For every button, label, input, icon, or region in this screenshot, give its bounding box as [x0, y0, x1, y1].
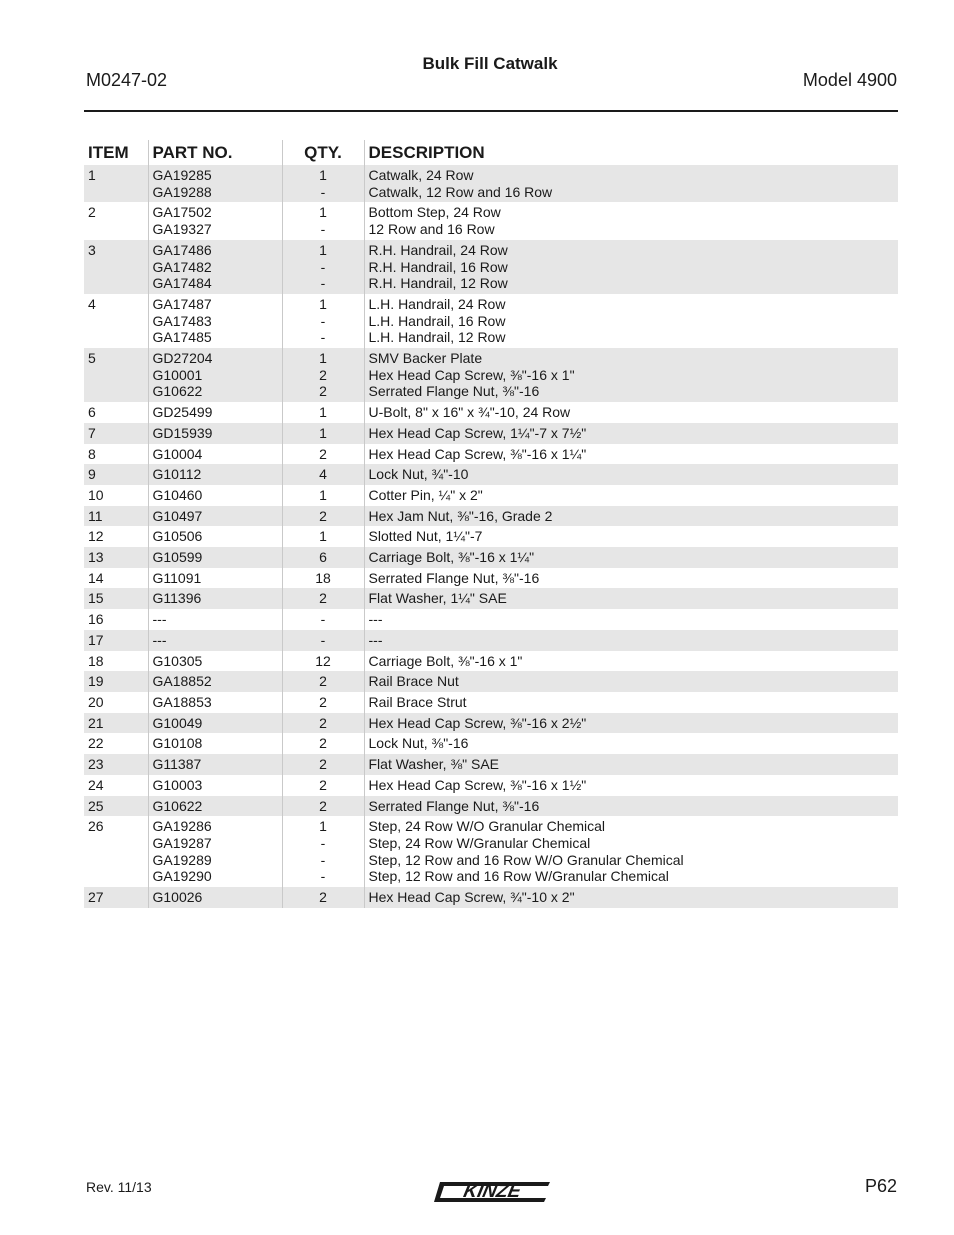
quantity-cell — [282, 348, 364, 402]
item-number-cell: 23 — [84, 754, 148, 775]
part-number: G11387 — [152, 756, 202, 773]
part-number: G10460 — [152, 486, 203, 503]
description: Hex Head Cap Screw, ⅜"-16 x 2½" — [368, 714, 587, 731]
description-cell — [364, 651, 898, 672]
table-row — [84, 240, 898, 294]
part-number-cell — [148, 713, 282, 734]
item-number-cell: 14 — [88, 569, 104, 586]
quantity-cell — [282, 506, 364, 527]
description-cell — [364, 588, 898, 609]
part-number: GA17483 — [152, 312, 212, 329]
quantity: - — [320, 275, 326, 292]
quantity-cell — [282, 240, 364, 294]
description-cell — [364, 444, 898, 465]
quantity: 1 — [319, 350, 327, 367]
part-number: GA19286 — [152, 818, 212, 835]
quantity: 2 — [319, 445, 327, 462]
item-number-cell: 12 — [88, 528, 104, 545]
item-number-cell: 7 — [84, 423, 148, 444]
item-number-cell: 15 — [84, 588, 148, 609]
quantity-cell — [282, 796, 364, 817]
quantity: 2 — [319, 776, 327, 793]
quantity-cell — [282, 692, 364, 713]
quantity-cell — [282, 588, 364, 609]
quantity: 6 — [319, 549, 327, 566]
part-number: --- — [152, 631, 167, 648]
quantity: 2 — [319, 756, 327, 773]
table-row — [84, 294, 898, 348]
table-row — [84, 609, 898, 630]
part-number: GD15939 — [152, 424, 213, 441]
description-cell — [364, 294, 898, 348]
quantity: 2 — [319, 383, 327, 400]
description: SMV Backer Plate — [368, 350, 483, 367]
item-number-cell: 19 — [84, 671, 148, 692]
description-cell — [364, 630, 898, 651]
quantity: - — [320, 183, 326, 200]
part-number: GA18853 — [152, 693, 212, 710]
item-number-cell: 5 — [84, 348, 148, 402]
part-number: GD27204 — [152, 350, 213, 367]
part-number-cell — [148, 240, 282, 294]
description: Step, 12 Row and 16 Row W/O Granular Chemical — [368, 851, 684, 868]
description: Hex Head Cap Screw, ¾"-10 x 2" — [368, 889, 575, 906]
table-row — [84, 402, 898, 423]
description: Flat Washer, ⅜" SAE — [368, 756, 499, 773]
table-row — [84, 526, 898, 547]
quantity: 1 — [319, 424, 327, 441]
part-number: GA17484 — [152, 275, 212, 292]
model-label: Model 4900 — [802, 70, 897, 90]
description: R.H. Handrail, 16 Row — [368, 258, 508, 275]
part-number-cell — [148, 671, 282, 692]
part-number: GA19290 — [152, 868, 212, 885]
description: --- — [368, 631, 383, 648]
part-number-cell — [148, 294, 282, 348]
part-number-cell — [148, 165, 282, 202]
table-row — [84, 651, 898, 672]
description: L.H. Handrail, 16 Row — [368, 312, 506, 329]
item-number-cell: 9 — [84, 464, 148, 485]
quantity: - — [320, 312, 326, 329]
doc-number: M0247-02 — [86, 70, 168, 90]
quantity: 2 — [319, 889, 327, 906]
quantity-cell — [282, 816, 364, 887]
revision-label: Rev. 11/13 — [86, 1179, 152, 1195]
item-number-cell: 27 — [84, 887, 148, 908]
quantity: - — [320, 631, 326, 648]
table-row — [84, 202, 898, 239]
description-cell — [364, 423, 898, 444]
header-rule — [84, 110, 898, 112]
table-row — [84, 348, 898, 402]
part-number-cell — [148, 506, 282, 527]
quantity: 1 — [319, 241, 327, 258]
part-number: GA17486 — [152, 241, 212, 258]
description: Step, 24 Row W/Granular Chemical — [368, 834, 591, 851]
part-number-cell — [148, 423, 282, 444]
description-cell — [364, 165, 898, 202]
item-number-cell: 10 — [88, 486, 104, 503]
description: Carriage Bolt, ⅜"-16 x 1" — [368, 652, 523, 669]
table-row — [84, 588, 898, 609]
part-number-cell — [148, 526, 282, 547]
description-cell — [364, 506, 898, 527]
quantity-cell — [282, 402, 364, 423]
part-number: GA19288 — [152, 183, 212, 200]
part-number-cell — [148, 464, 282, 485]
item-number-cell: 16 — [88, 611, 104, 628]
part-number: G10305 — [152, 652, 203, 669]
item-number-cell: 21 — [84, 713, 148, 734]
item-number-cell: 2 — [88, 204, 96, 221]
part-number: GA18852 — [152, 673, 212, 690]
description: Bottom Step, 24 Row — [368, 204, 501, 221]
part-number: G10622 — [152, 797, 203, 814]
part-number: G10049 — [152, 714, 203, 731]
table-header-row — [84, 140, 898, 165]
quantity-cell — [282, 754, 364, 775]
quantity: - — [320, 868, 326, 885]
item-number-cell: 26 — [88, 818, 104, 835]
table-row — [84, 713, 898, 734]
part-number-cell — [148, 485, 282, 506]
description: L.H. Handrail, 24 Row — [368, 295, 506, 312]
description: Step, 24 Row W/O Granular Chemical — [368, 818, 606, 835]
quantity-cell — [282, 202, 364, 239]
quantity: 2 — [319, 714, 327, 731]
quantity: 18 — [315, 569, 331, 586]
item-number-cell: 13 — [84, 547, 148, 568]
quantity: - — [320, 258, 326, 275]
description-cell — [364, 816, 898, 887]
description: L.H. Handrail, 12 Row — [368, 329, 506, 346]
description: R.H. Handrail, 24 Row — [368, 241, 508, 258]
quantity: 2 — [319, 797, 327, 814]
part-number: G10001 — [152, 366, 203, 383]
table-row — [84, 775, 898, 796]
table-row — [84, 733, 898, 754]
quantity: 1 — [319, 528, 327, 545]
parts-table — [84, 140, 898, 908]
description-cell — [364, 240, 898, 294]
part-number: --- — [152, 611, 167, 628]
description: Carriage Bolt, ⅜"-16 x 1¼" — [368, 549, 535, 566]
description-cell — [364, 547, 898, 568]
table-row — [84, 692, 898, 713]
part-number-cell — [148, 775, 282, 796]
description-cell — [364, 887, 898, 908]
item-number-cell: 18 — [88, 652, 104, 669]
part-number: G10108 — [152, 735, 203, 752]
description: Step, 12 Row and 16 Row W/Granular Chemical — [368, 868, 669, 885]
description: Hex Head Cap Screw, 1¼"-7 x 7½" — [368, 424, 587, 441]
table-row — [84, 796, 898, 817]
description: Serrated Flange Nut, ⅜"-16 — [368, 569, 540, 586]
table-row — [84, 754, 898, 775]
description: Catwalk, 24 Row — [368, 167, 474, 183]
table-row — [84, 165, 898, 202]
description: Lock Nut, ⅜"-16 — [368, 735, 469, 752]
quantity: - — [320, 329, 326, 346]
part-number-cell — [148, 816, 282, 887]
quantity-cell — [282, 713, 364, 734]
description: Lock Nut, ¾"-10 — [368, 466, 469, 483]
table-row — [84, 630, 898, 651]
part-number-cell — [148, 444, 282, 465]
quantity-cell — [282, 733, 364, 754]
quantity: 1 — [319, 818, 327, 835]
quantity: - — [320, 834, 326, 851]
quantity: 12 — [315, 652, 331, 669]
description-cell — [364, 775, 898, 796]
column-header-description: DESCRIPTION — [364, 140, 898, 165]
description: Cotter Pin, ¼" x 2" — [368, 486, 483, 503]
item-number-cell: 3 — [84, 240, 148, 294]
table-row — [84, 547, 898, 568]
part-number: GA17482 — [152, 258, 212, 275]
quantity-cell — [282, 651, 364, 672]
quantity: 2 — [319, 693, 327, 710]
part-number-cell — [148, 588, 282, 609]
quantity-cell — [282, 630, 364, 651]
description-cell — [364, 568, 898, 589]
table-row — [84, 423, 898, 444]
item-number-cell: 11 — [84, 506, 148, 527]
description-cell — [364, 713, 898, 734]
part-number: GA19327 — [152, 221, 212, 238]
item-number-cell: 17 — [84, 630, 148, 651]
part-number: G10003 — [152, 776, 203, 793]
item-number-cell: 20 — [88, 693, 104, 710]
part-number-cell — [148, 733, 282, 754]
quantity-cell — [282, 294, 364, 348]
quantity-cell — [282, 526, 364, 547]
part-number: G10004 — [152, 445, 203, 462]
part-number: G10506 — [152, 528, 203, 545]
quantity-cell — [282, 775, 364, 796]
part-number-cell — [148, 887, 282, 908]
part-number: G10622 — [152, 383, 203, 400]
quantity-cell — [282, 609, 364, 630]
part-number-cell — [148, 754, 282, 775]
part-number: GA19287 — [152, 834, 212, 851]
description: U-Bolt, 8" x 16" x ¾"-10, 24 Row — [368, 404, 571, 421]
description: 12 Row and 16 Row — [368, 221, 495, 238]
quantity: 2 — [319, 673, 327, 690]
quantity: - — [320, 611, 326, 628]
description: Rail Brace Strut — [368, 693, 467, 710]
part-number: GA17502 — [152, 204, 212, 221]
part-number-cell — [148, 692, 282, 713]
page-number: P62 — [864, 1176, 897, 1196]
quantity-cell — [282, 671, 364, 692]
table-row — [84, 444, 898, 465]
quantity: - — [320, 851, 326, 868]
description-cell — [364, 348, 898, 402]
quantity-cell — [282, 485, 364, 506]
part-number: G11091 — [152, 569, 202, 586]
description-cell — [364, 402, 898, 423]
part-number: GA17487 — [152, 295, 212, 312]
column-header-item: ITEM — [88, 143, 129, 162]
page-title: Bulk Fill Catwalk — [422, 54, 558, 73]
part-number-cell — [148, 348, 282, 402]
item-number-cell: 22 — [88, 735, 104, 752]
table-row — [84, 506, 898, 527]
part-number-cell — [148, 202, 282, 239]
part-number-cell — [148, 609, 282, 630]
table-row — [84, 485, 898, 506]
description: Hex Head Cap Screw, ⅜"-16 x 1" — [368, 366, 575, 383]
description-cell — [364, 485, 898, 506]
description: --- — [368, 611, 383, 628]
item-number-cell: 1 — [84, 165, 148, 202]
table-row — [84, 671, 898, 692]
quantity: 1 — [319, 295, 327, 312]
quantity-cell — [282, 165, 364, 202]
description: Serrated Flange Nut, ⅜"-16 — [368, 383, 540, 400]
description-cell — [364, 464, 898, 485]
quantity-cell — [282, 464, 364, 485]
quantity-cell — [282, 547, 364, 568]
item-number-cell: 6 — [88, 404, 96, 421]
description: R.H. Handrail, 12 Row — [368, 275, 508, 292]
quantity: 1 — [319, 486, 327, 503]
part-number: GA17485 — [152, 329, 212, 346]
quantity: 2 — [319, 366, 327, 383]
quantity-cell — [282, 423, 364, 444]
part-number-cell — [148, 796, 282, 817]
description: Slotted Nut, 1¼"-7 — [368, 528, 483, 545]
part-number: G10112 — [152, 466, 202, 483]
quantity: 2 — [319, 590, 327, 607]
part-number-cell — [148, 568, 282, 589]
part-number: GA19289 — [152, 851, 212, 868]
quantity: 1 — [319, 204, 327, 221]
quantity: 1 — [319, 167, 327, 183]
part-number: G10599 — [152, 549, 203, 566]
description: Hex Jam Nut, ⅜"-16, Grade 2 — [368, 507, 553, 524]
quantity: 2 — [319, 507, 327, 524]
part-number: GA19285 — [152, 167, 212, 183]
description: Catwalk, 12 Row and 16 Row — [368, 183, 553, 200]
description: Rail Brace Nut — [368, 673, 459, 690]
part-number: G11396 — [152, 590, 202, 607]
table-row — [84, 816, 898, 887]
item-number-cell: 25 — [84, 796, 148, 817]
part-number-cell — [148, 402, 282, 423]
part-number-cell — [148, 630, 282, 651]
kinze-logo — [430, 1174, 552, 1206]
item-number-cell: 24 — [88, 776, 104, 793]
kinze-logo-text: KINZE — [461, 1181, 523, 1202]
description-cell — [364, 609, 898, 630]
quantity: 1 — [319, 404, 327, 421]
parts-table-body — [84, 165, 898, 908]
part-number: GD25499 — [152, 404, 213, 421]
description-cell — [364, 202, 898, 239]
column-header-part-no: PART NO. — [148, 140, 282, 165]
description-cell — [364, 526, 898, 547]
part-number: G10497 — [152, 507, 203, 524]
description-cell — [364, 754, 898, 775]
item-number-cell: 4 — [88, 295, 96, 312]
quantity: 4 — [319, 466, 327, 483]
quantity-cell — [282, 444, 364, 465]
description-cell — [364, 692, 898, 713]
quantity-cell — [282, 568, 364, 589]
quantity: - — [320, 221, 326, 238]
description: Hex Head Cap Screw, ⅜"-16 x 1½" — [368, 776, 587, 793]
item-number-cell: 8 — [88, 445, 96, 462]
quantity: 2 — [319, 735, 327, 752]
part-number: G10026 — [152, 889, 203, 906]
table-row — [84, 568, 898, 589]
description-cell — [364, 671, 898, 692]
description-cell — [364, 733, 898, 754]
table-row — [84, 887, 898, 908]
part-number-cell — [148, 547, 282, 568]
column-header-qty: QTY. — [282, 140, 364, 165]
description: Serrated Flange Nut, ⅜"-16 — [368, 797, 540, 814]
description: Flat Washer, 1¼" SAE — [368, 590, 507, 607]
description-cell — [364, 796, 898, 817]
part-number-cell — [148, 651, 282, 672]
description: Hex Head Cap Screw, ⅜"-16 x 1¼" — [368, 445, 587, 462]
table-row — [84, 464, 898, 485]
quantity-cell — [282, 887, 364, 908]
